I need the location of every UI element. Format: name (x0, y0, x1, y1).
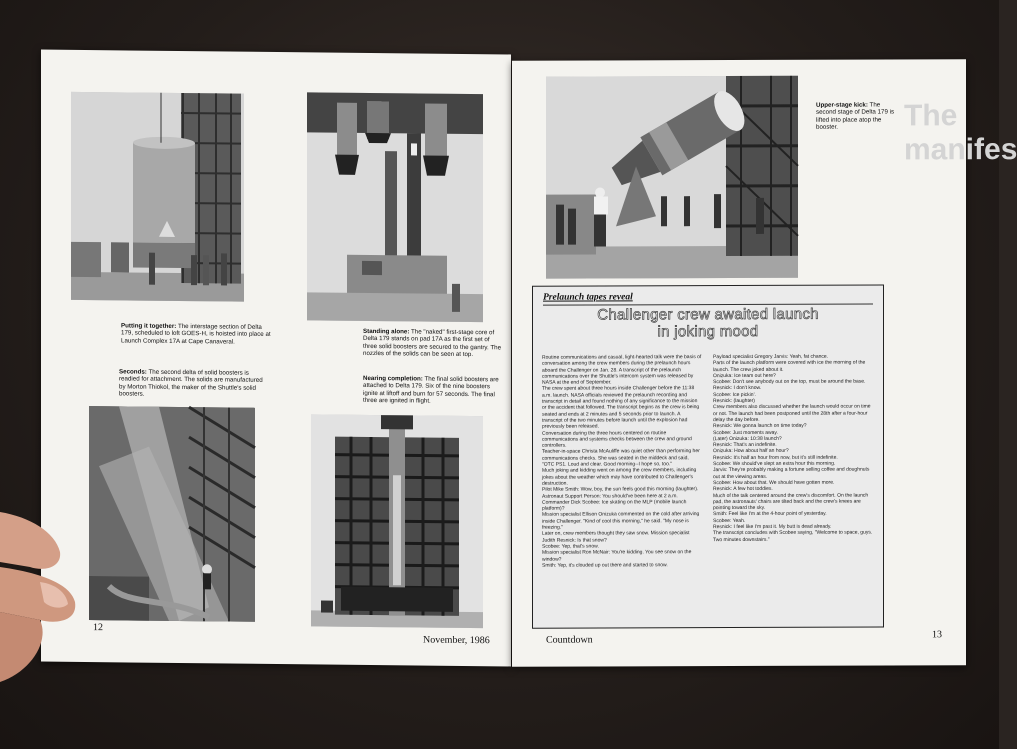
caption-upper-stage-kick: Upper-stage kick: The second stage of Delta 179 is lifted into place atop the booster. (816, 101, 895, 131)
caption-nearing-completion: Nearing completion: The final solid boosters are attached to Delta 179. Six of the nine boosters ignite at liftoff and burn for 57 seconds. The final three are ignited in flight. (363, 374, 499, 405)
photo-nearing-completion (311, 414, 483, 628)
left-page (41, 50, 511, 667)
article-column-2: Payload specialist Gregory Jarvis: Yeah, fat chance. Parts of the launch platform were covered with ice the morning of the launch. The crew joked about it. Onizuka: Ice team out here? Scobee: Don't see anybody out on the top, must be around the base. Resnick: I don't know. Scobee: Ice pickin'. Resnick: (laughter) Crew members also discussed whether the launch would occur on time or not. The launch had been postponed until the 28th after a four-hour delay the day before. Resnick: We gonna launch on time today? Scobee: Just moments away. (Later) Onizuka: 10:38 launch? Resnick: That's an indefinite. Onizuka: How about half an hour? Resnick: It's half an hour from now, but it's still indefinite. Scobee: We should've slept an extra hour this morning. Jarvis: They're probably making a fortune selling coffee and doughnuts out at the viewing areas. Scobee: How about that. We should have gotten more. Resnick: A few hot toddies. Much of the talk centered around the crew's discomfort. On the launch pad, the astronauts' chairs are tilted back and the crew's knees are pointing toward the sky. Smith: Feel like I'm at the 4-hour point of yesterday. Scobee: Yeah. Resnick: I feel like I'm past it. My butt is dead already. The transcript concludes with Scobee saying, "Welcome to space, guys. Two minutes downstairs." (713, 353, 873, 543)
photo-standing-alone (307, 92, 483, 322)
article-headline: Challenger crew awaited launch in joking mood (597, 305, 819, 341)
left-page-number: 12 (93, 622, 103, 634)
right-page-number: 13 (932, 629, 942, 641)
right-page (512, 59, 1017, 667)
issue-date: November, 1986 (423, 634, 490, 647)
ghost-show-through-text: The manifes (904, 99, 1017, 167)
caption-standing-alone: Standing alone: The "naked" first-stage core of Delta 179 stands on pad 17A as the first set of three solid boosters are secured to the gantry. The nozzles of the solids can be seen at top. (363, 327, 502, 359)
photo-interstage (71, 92, 244, 302)
photo-upper-stage (546, 76, 798, 279)
article-column-1: Routine communications and casual, light-hearted talk were the basis of conversation among the crew members during the prelaunch hours aboard the Challenger on Jan. 28. A transcript of the prelaunch communications over the Shuttle's intercom system was released by NASA at the end of September. The crew spent about three hours inside Challenger before the 11:38 a.m. launch. NASA officials reviewed the prelaunch recording and transcript in detail and found nothing of any significance to the mission or the accident that followed. The transcript begins as the crew is being seated and ends at 2 minutes and 5 seconds prior to launch. A transcript of the two minutes before launch until the explosion had previously been released. Conversation during the three hours centered on routine communications and systems checks between the crew and ground controllers. Teacher-in-space Christa McAuliffe was quiet other than performing her communications checks. She was seated in the middeck and said, "OTC PS1. Loud and clear. Good morning--I hope so, too." Much joking and kidding went on among the crew members, including jokes about the weather which may have contributed to Challenger's destruction. Pilot Mike Smith: Wow, boy, the sun feels good this morning (laughter). Astronaut Support Person: You should've been here at 2 a.m. Commander Dick Scobee: Ice skating on the MLP (mobile launch platform)? Mission specialist Ellison Onizuka commented on the cold after arriving inside Challenger. "Kind of cool this morning," he said. "My nose is freezing." Later on, crew members thought they saw snow. Mission specialist Judith Resnick: Is that snow? Scobee: Yep, that's snow. Mission specialist Ron McNair: You're kidding. You see snow on the window? Smith: Yep, it's clouded up out there and started to snow. (542, 354, 702, 569)
magazine-name-footer: Countdown (546, 634, 593, 646)
caption-putting-together: Putting it together: The interstage section of Delta 179, scheduled to loft GOES-H, is hoisted into place at Launch Complex 17A at Cape Canaveral. (121, 322, 271, 346)
article-box (532, 284, 884, 628)
caption-seconds: Seconds: The second delta of solid boosters is readied for attachment. The solids are manufactured by Morton Thiokol, the maker of the Shuttle's solid boosters. (119, 368, 263, 398)
article-kicker: Prelaunch tapes reveal (543, 292, 633, 303)
hand-thumb (0, 512, 80, 682)
photo-seconds (89, 406, 255, 622)
